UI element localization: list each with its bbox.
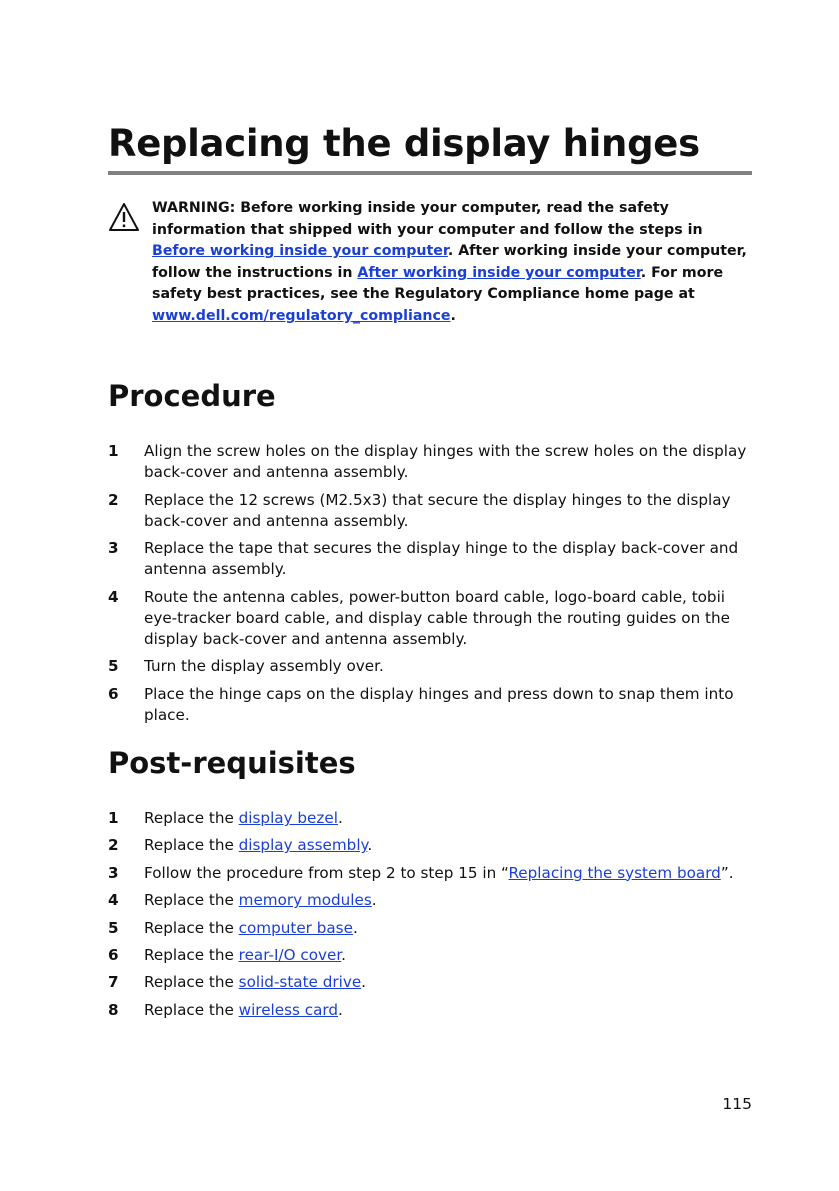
list-item (108, 1000, 752, 1021)
page-title: Replacing the display hinges (108, 122, 700, 165)
list-item (108, 538, 752, 580)
step-text: Turn the display assembly over. (144, 657, 384, 675)
list-item (108, 656, 752, 677)
step-text: Place the hinge caps on the display hinges and press down to snap them into place. (144, 684, 734, 724)
list-item (108, 945, 752, 966)
step-text: Follow the procedure from step 2 to step 15 in “ (144, 863, 509, 882)
step-text-end: . (361, 973, 366, 992)
warning-text (152, 198, 752, 328)
step-text: Replace the tape that secures the display hinge to the display back-cover and antenna assembly. (144, 539, 739, 578)
step-text: Align the screw holes on the display hinges with the screw holes on the display back-cover and antenna assembly. (144, 442, 747, 481)
step-text: Replace the (144, 945, 239, 964)
post-requisites-list (108, 808, 752, 1027)
step-number: 3 (108, 863, 119, 882)
step-number: 3 (108, 539, 119, 557)
step-number: 5 (108, 657, 119, 675)
step-text: Replace the (144, 973, 239, 992)
step-text: Replace the (144, 1000, 239, 1019)
warning-prefix: WARNING: Before working inside your computer, read the safety information that shipped with your computer and follow the steps in (152, 200, 703, 238)
after-working-link[interactable]: After working inside your computer (357, 264, 641, 281)
display-bezel-link[interactable]: display bezel (238, 809, 338, 827)
display-assembly-link[interactable]: display assembly (238, 836, 368, 855)
list-item (108, 441, 752, 483)
list-item (108, 863, 752, 884)
step-text-end: . (367, 836, 373, 855)
step-text: Replace the (144, 918, 239, 937)
step-text-end: ”. (720, 863, 734, 882)
step-number: 6 (108, 945, 119, 964)
step-text-end: . (337, 809, 343, 827)
step-text-end: . (341, 945, 346, 964)
rear-io-cover-link[interactable]: rear-I/O cover (238, 945, 342, 964)
step-number: 1 (108, 809, 119, 827)
list-item (108, 918, 752, 939)
list-item (108, 684, 752, 726)
replacing-system-board-link[interactable]: Replacing the system board (508, 863, 721, 882)
list-item (108, 835, 752, 856)
step-number: 8 (108, 1000, 119, 1019)
step-text: Replace the 12 screws (M2.5x3) that secure the display hinges to the display back-cover and antenna assembly. (144, 490, 731, 530)
procedure-list (108, 441, 752, 732)
warning-suffix: . (450, 307, 456, 324)
title-rule (108, 171, 752, 175)
step-number: 2 (108, 490, 119, 509)
list-item (108, 808, 752, 829)
list-item (108, 587, 752, 650)
warning-mid-1: . After working inside your computer, follow the instructions in (152, 243, 747, 281)
warning-triangle-icon (108, 202, 140, 232)
page-number: 115 (722, 1095, 752, 1113)
computer-base-link[interactable]: computer base (238, 918, 353, 937)
step-number: 5 (108, 918, 119, 937)
step-number: 6 (108, 684, 119, 703)
regulatory-compliance-link[interactable]: www.dell.com/regulatory_compliance (152, 307, 451, 324)
step-number: 7 (108, 973, 119, 992)
step-number: 2 (108, 836, 119, 855)
step-number: 4 (108, 891, 119, 910)
list-item (108, 890, 752, 911)
memory-modules-link[interactable]: memory modules (238, 891, 372, 910)
step-text: Route the antenna cables, power-button board cable, logo-board cable, tobii eye-tracker board cable, and display cable through the routing guides on the display back-cover and antenna assembly. (144, 587, 730, 648)
list-item (108, 972, 752, 993)
solid-state-drive-link[interactable]: solid-state drive (238, 973, 362, 992)
step-text-end: . (338, 1000, 343, 1019)
wireless-card-link[interactable]: wireless card (238, 1000, 339, 1019)
step-number: 1 (108, 442, 119, 460)
list-item (108, 490, 752, 532)
step-number: 4 (108, 587, 119, 606)
before-working-link[interactable]: Before working inside your computer (152, 243, 448, 260)
step-text: Replace the (144, 836, 239, 855)
step-text-end: . (371, 891, 377, 910)
step-text: Replace the (144, 891, 239, 910)
step-text-end: . (352, 918, 358, 937)
procedure-heading: Procedure (108, 379, 276, 413)
step-text: Replace the (144, 809, 239, 827)
warning-mid-2: . For more safety best practices, see the Regulatory Compliance home page at (152, 264, 724, 303)
post-requisites-heading: Post-requisites (108, 746, 356, 780)
